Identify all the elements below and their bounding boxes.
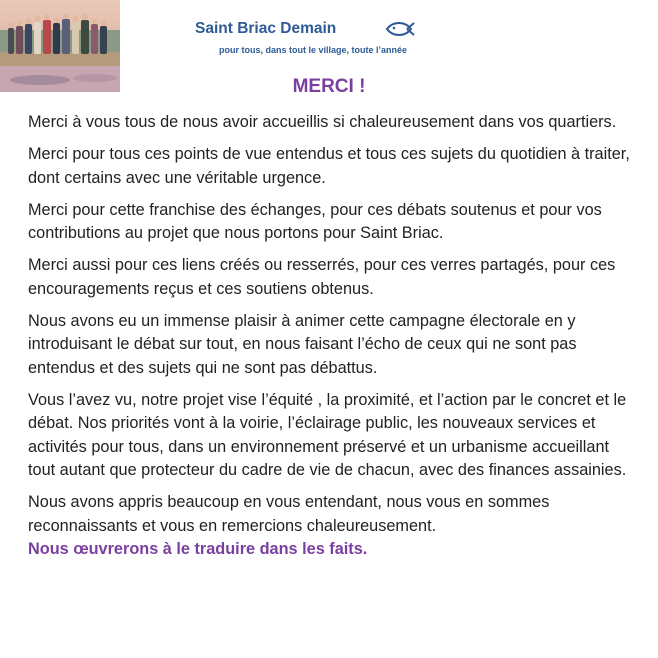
paragraph: Merci à vous tous de nous avoir accueillis si chaleureusement dans vos quartiers.: [28, 113, 617, 131]
brand-name: Saint Briac Demain: [195, 20, 337, 37]
message-body: [28, 111, 638, 570]
paragraph: Merci pour tous ces points de vue entendus et tous ces sujets du quotidien à traiter, dont certains avec une véritable urgence.: [28, 145, 630, 187]
closing-statement: Nous œuvrerons à le traduire dans les faits.: [28, 540, 368, 558]
paragraph: Merci pour cette franchise des échanges, pour ces débats soutenus et pour vos contributions au projet que nous portons pour Saint Briac.: [28, 200, 602, 242]
page-title: MERCI !: [292, 76, 366, 97]
fish-icon: [385, 20, 415, 38]
paragraph: Merci aussi pour ces liens créés ou resserrés, pour ces verres partagés, pour ces encouragements reçus et ces soutiens obtenus.: [28, 256, 616, 298]
tagline: pour tous, dans tout le village, toute l’année: [219, 45, 408, 55]
paragraph-text: Nous avons appris beaucoup en vous entendant, nous vous en sommes reconnaissants et vous en remercions chaleureusement.: [28, 493, 550, 535]
paragraph: Nous avons eu un immense plaisir à animer cette campagne électorale en y introduisant le débat sur tout, en nous faisant l’écho de ceux qui ne sont pas entendus et des sujets qui ne sont pas débattus.: [28, 311, 577, 377]
paragraph-last: [28, 491, 638, 562]
paragraph: Vous l’avez vu, notre projet vise l’équité , la proximité, et l’action par le concret et le débat. Nos priorités vont à la voirie, l’éclairage public, les nouveaux services et activités pour tous, dans un environnement préservé et un urbanisme accueillant tout autant que protecteur du cadre de vie de chacun, avec des finances assainies.: [28, 390, 627, 479]
